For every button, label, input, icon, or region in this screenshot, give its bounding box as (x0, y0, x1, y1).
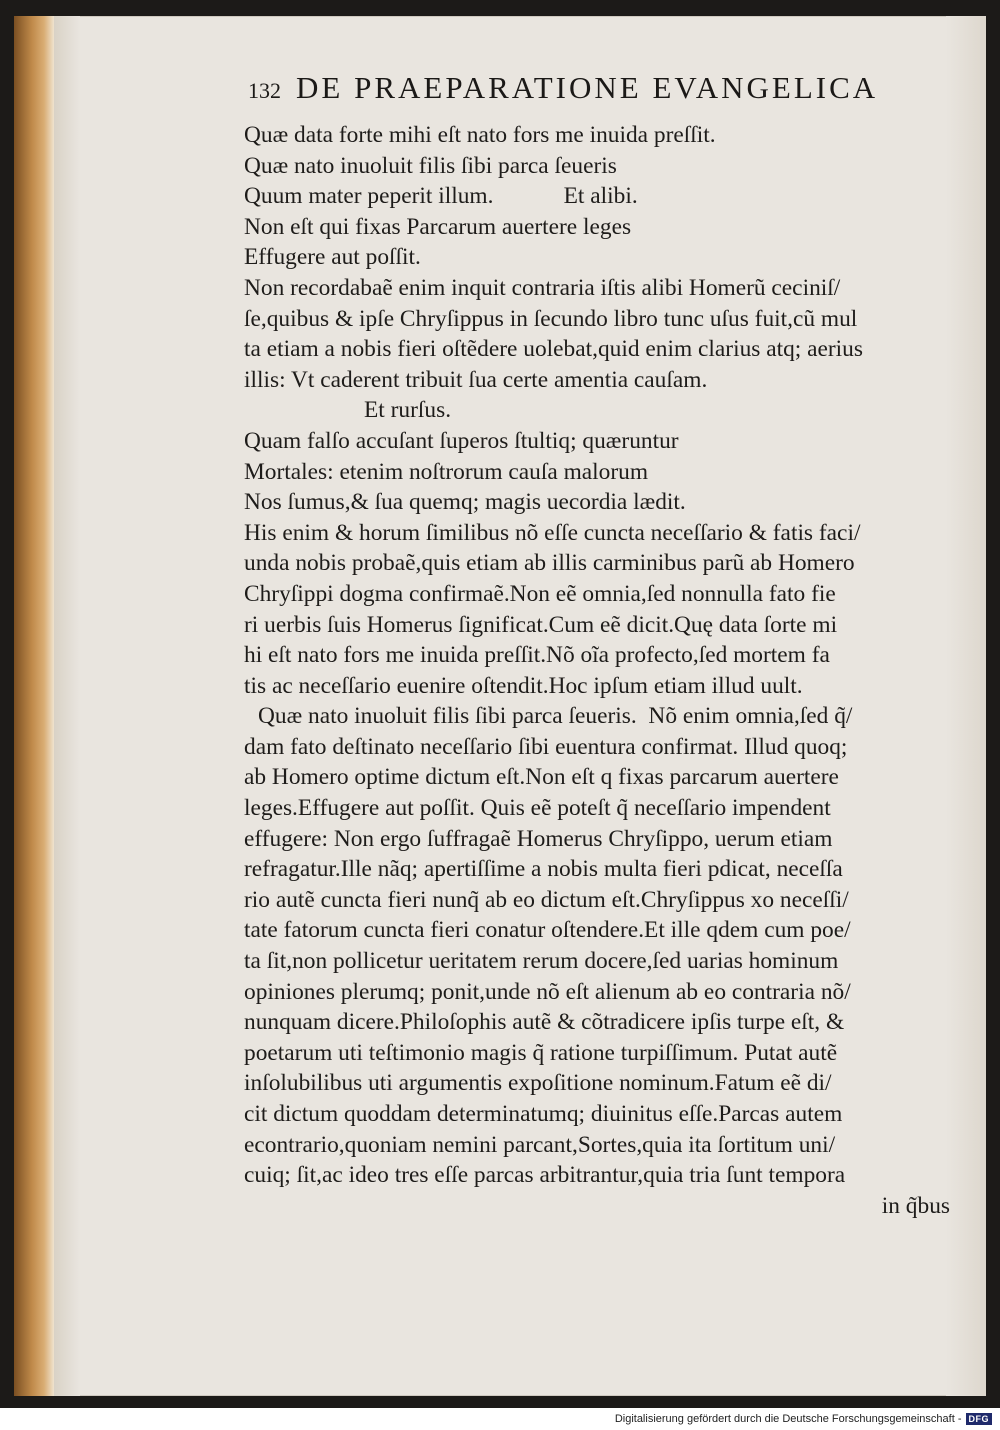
text-line: Quæ data forte mihi eſt nato fors me inuida preſſit. (244, 122, 716, 148)
text-line: ab Homero optime dictum eſt.Non eſt q fixas parcarum auertere (244, 764, 839, 791)
text-line: tate fatorum cuncta fieri conatur oſtendere.Et ille qdem cum poe/ (244, 917, 851, 944)
text-line: dam fato deſtinato neceſſario ſibi euentura confirmat. Illud quoq; (244, 733, 848, 760)
dfg-logo: DFG (966, 1413, 993, 1425)
running-title: DE PRAEPARATIONE EVANGELICA (296, 70, 879, 105)
text-line: illis: Vt caderent tribuit ſua certe amentia cauſam. (244, 366, 708, 393)
page-header (248, 70, 968, 106)
text-line: ta etiam a nobis fieri oſtẽdere uolebat,quid enim clarius atq; aerius (244, 336, 863, 363)
text-line: Nos ſumus,& ſua quemq; magis uecordia lædit. (244, 489, 686, 516)
text-line: hi eſt nato fors me inuida preſſit.Nõ oĩa profecto,ſed mortem fa (244, 642, 830, 669)
text-line: refragatur.Ille nãq; apertiſſime a nobis multa fieri pdicat, neceſſa (244, 856, 843, 883)
page-text (244, 120, 964, 1221)
funding-credit: Digitalisierung gefördert durch die Deutsche Forschungsgemeinschaft - (614, 1413, 962, 1425)
page-number: 132 (248, 78, 281, 103)
text-line: Non eſt qui fixas Parcarum auertere leges (244, 213, 632, 240)
text-line: nunquam dicere.Philoſophis autẽ & cõtradicere ipſis turpe eſt, & (244, 1009, 845, 1036)
text-line: Et rurſus. (364, 397, 452, 424)
text-line: ſe,quibus & ipſe Chryſippus in ſecundo libro tunc uſus fuit,cũ mul (244, 305, 858, 332)
text-line: ta ſit,non pollicetur ueritatem rerum docere,ſed uarias hominum (244, 948, 839, 975)
text-line: Effugere aut poſſit. (244, 244, 421, 271)
text-line: cuiq; ſit,ac ideo tres eſſe parcas arbitrantur,quia tria ſunt tempora (244, 1162, 846, 1189)
text-line: Non recordabaẽ enim inquit contraria iſtis alibi Homerũ ceciniſ/ (244, 274, 841, 301)
text-line: tis ac neceſſario euenire oſtendit.Hoc ipſum etiam illud uult. (244, 672, 803, 699)
text-line: poetarum uti teſtimonio magis q̃ ratione turpiſſimum. Putat autẽ (244, 1039, 838, 1066)
text-line: Quum mater peperit illum. Et alibi. (244, 183, 638, 210)
text-line: ri uerbis ſuis Homerus ſignificat.Cum eẽ dicit.Quę data ſorte mi (244, 611, 838, 638)
text-line: His enim & horum ſimilibus nõ eſſe cuncta neceſſario & fatis faci/ (244, 519, 861, 546)
text-line: Quam falſo accuſant ſuperos ſtultiq; quæruntur (244, 427, 679, 454)
text-line: opiniones plerumq; ponit,unde nõ eſt alienum ab eo contraria nõ/ (244, 978, 851, 1005)
text-line: econtrario,quoniam nemini parcant,Sortes,quia ita ſortitum uni/ (244, 1131, 836, 1158)
digitization-footer (0, 1408, 1000, 1430)
text-line: Chryſippi dogma confirmaẽ.Non eẽ omnia,ſed nonnulla fato fie (244, 580, 836, 607)
text-line: cit dictum quoddam determinatumq; diuinitus eſſe.Parcas autem (244, 1101, 843, 1127)
book-edge (14, 16, 54, 1396)
text-line: unda nobis probaẽ,quis etiam ab illis carminibus parũ ab Homero (244, 550, 855, 577)
text-line: Quæ nato inuoluit filis ſibi parca ſeueris (244, 152, 617, 179)
text-line: leges.Effugere aut poſſit. Quis eẽ poteſt q̃ neceſſario impendent (244, 795, 831, 822)
catchword: in q̃bus (881, 1192, 950, 1219)
gutter-shadow (54, 16, 80, 1396)
text-line: inſolubilibus uti argumentis expoſitione nominum.Fatum eẽ di/ (244, 1070, 832, 1097)
text-line: Quæ nato inuoluit filis ſibi parca ſeueris. Nõ enim omnia,ſed q̃/ (258, 703, 853, 730)
text-line: Mortales: etenim noſtrorum cauſa malorum (244, 458, 649, 485)
text-line: effugere: Non ergo ſuffragaẽ Homerus Chryſippo, uerum etiam (244, 825, 833, 852)
text-line: rio autẽ cuncta fieri nunq̃ ab eo dictum eſt.Chryſippus xo neceſſi/ (244, 886, 849, 913)
